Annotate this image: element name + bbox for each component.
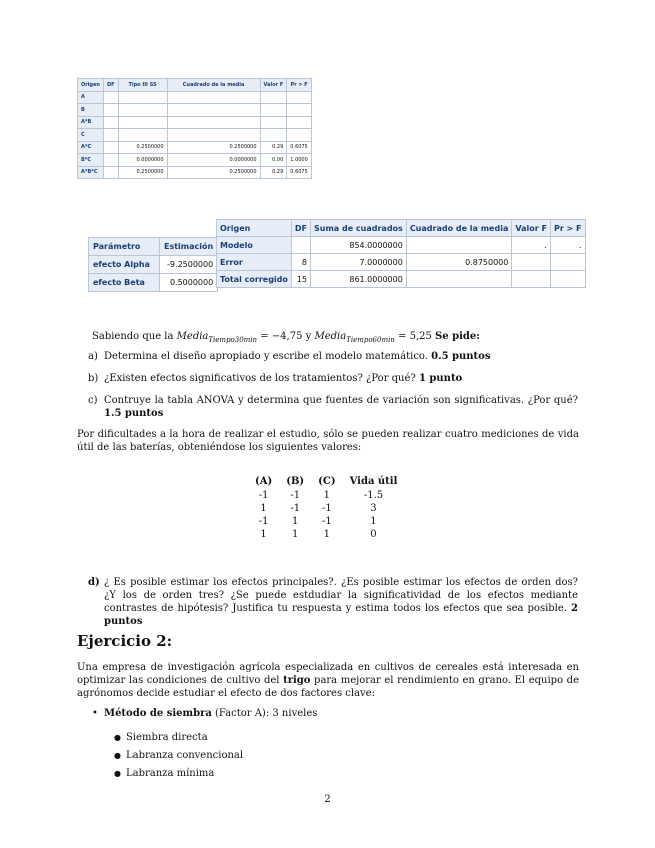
list-item <box>114 767 317 780</box>
table-cell <box>550 271 585 288</box>
table-row <box>248 502 404 515</box>
table-cell: -1 <box>290 490 301 501</box>
list-item <box>92 707 317 720</box>
table-cell <box>287 129 312 142</box>
paragraph-text: Una empresa de investigación agrícola especializada en cultivos de cereales está interesada en optimizar las condiciones de cultivo del <box>77 662 579 686</box>
column-header: Cuadrado de la media <box>167 79 260 92</box>
table-row <box>78 129 312 142</box>
table-cell: 1 <box>260 503 267 514</box>
table-cell <box>406 271 512 288</box>
bullet-icon: • <box>92 708 98 719</box>
table-cell: 0.0000000 <box>167 154 260 167</box>
row-header: A*C <box>78 141 104 154</box>
table-cell <box>103 91 118 104</box>
table-cell <box>103 141 118 154</box>
table-cell: 1 <box>260 529 267 540</box>
table-row <box>248 489 404 502</box>
table-cell <box>118 116 167 129</box>
question-b <box>88 372 578 385</box>
table-row <box>78 116 312 129</box>
table-cell: -1 <box>258 516 269 527</box>
bullet-icon: ● <box>114 751 121 760</box>
table-row <box>89 256 218 274</box>
table-header-row <box>78 79 312 92</box>
question-c <box>88 394 578 420</box>
table-cell: -1 <box>290 503 301 514</box>
paragraph-batteries: Por dificultades a la hora de realizar el estudio, sólo se pueden realizar cuatro mediciones de vida útil de las baterías, obteniéndose los siguientes valores: <box>77 429 579 453</box>
table-cell: 1 <box>323 529 331 540</box>
table-cell <box>167 91 260 104</box>
row-header: C <box>78 129 104 142</box>
table-cell: -9.2500000 <box>160 256 218 274</box>
question-label: d) <box>88 577 100 588</box>
question-points: 0.5 puntos <box>431 351 491 362</box>
table-cell <box>167 104 260 117</box>
table-row <box>89 274 218 292</box>
math-subscript: Tiempo60min <box>346 336 395 344</box>
table-cell: 854.0000000 <box>311 237 407 254</box>
column-header: Origen <box>78 79 104 92</box>
row-header: B*C <box>78 154 104 167</box>
bullet-icon: ● <box>114 733 121 742</box>
level-label: Siembra directa <box>126 732 208 743</box>
column-header: Vida útil <box>349 476 398 487</box>
column-header: DF <box>291 220 310 237</box>
column-header: Parámetro <box>89 238 160 256</box>
table-cell: 0.8750000 <box>406 254 512 271</box>
row-header: efecto Beta <box>89 274 160 292</box>
column-header: Cuadrado de la media <box>406 220 512 237</box>
column-header: Valor F <box>260 79 287 92</box>
question-text: ¿ Es posible estimar los efectos principales?. ¿Es posible estimar los efectos de orden dos? ¿Y los de orden tres? ¿Se puede estdudiar la significatividad de los efectos mediante contrastes de hipótesis? Justifica tu respuesta y estima todos los efectos que sea posible. <box>104 577 578 614</box>
list-item <box>114 731 317 744</box>
table-cell <box>287 104 312 117</box>
values-table <box>248 475 404 541</box>
paragraph-text: para mejorar el rendimiento en grano. El equipo de agrónomos decide estudiar el efecto de dos factores clave: <box>77 675 579 699</box>
question-text: Contruye la tabla ANOVA y determina que fuentes de variación son significativas. ¿Por qué? <box>104 395 578 406</box>
table-cell <box>103 129 118 142</box>
question-d <box>88 576 578 628</box>
table-cell <box>291 237 310 254</box>
table-cell: 0.00 <box>260 154 287 167</box>
row-header: Error <box>217 254 292 271</box>
question-points: 2 puntos <box>104 603 578 627</box>
table-cell <box>287 116 312 129</box>
table-cell: 0.2500000 <box>167 166 260 179</box>
table-cell <box>103 104 118 117</box>
table-row <box>78 141 312 154</box>
factor-list <box>92 707 317 780</box>
se-pide: Se pide: <box>435 331 480 342</box>
table-cell: 0.0000000 <box>118 154 167 167</box>
sas-table-type3 <box>77 78 312 179</box>
column-header: Origen <box>217 220 292 237</box>
table-cell <box>118 91 167 104</box>
column-header: Pr > F <box>287 79 312 92</box>
table-cell: 861.0000000 <box>311 271 407 288</box>
paragraph-wheat <box>77 661 579 700</box>
math-equation: = 5,25 <box>394 331 436 342</box>
page-number: 2 <box>324 794 331 805</box>
column-header: Pr > F <box>550 220 585 237</box>
table-cell: -1 <box>321 516 332 527</box>
level-label: Labranza mínima <box>126 768 215 779</box>
factor-detail: (Factor A): 3 niveles <box>211 708 318 719</box>
table-cell <box>512 271 551 288</box>
list-item <box>114 749 317 762</box>
table-cell: 1 <box>292 516 299 527</box>
column-header: Valor F <box>512 220 551 237</box>
table-cell <box>167 116 260 129</box>
row-header: A <box>78 91 104 104</box>
table-cell: 0.2500000 <box>167 141 260 154</box>
level-label: Labranza convencional <box>126 750 244 761</box>
table-cell <box>167 129 260 142</box>
table-cell: 8 <box>291 254 310 271</box>
table-row <box>217 254 586 271</box>
column-header: (A) <box>255 476 273 487</box>
table-cell: -1 <box>258 490 269 501</box>
table-row <box>78 166 312 179</box>
table-cell <box>287 91 312 104</box>
question-points: 1 punto <box>418 373 463 384</box>
math-equation: = −4,75 y <box>257 331 315 342</box>
table-cell: . <box>550 237 585 254</box>
math-media: Media <box>176 331 209 342</box>
row-header: Total corregido <box>217 271 292 288</box>
column-header: DF <box>103 79 118 92</box>
factor-name: Método de siembra <box>104 708 212 719</box>
question-points: 1.5 puntos <box>104 408 164 419</box>
row-header: Modelo <box>217 237 292 254</box>
column-header: Tipo III SS <box>118 79 167 92</box>
table-cell: 0.6075 <box>287 166 312 179</box>
table-cell: 15 <box>291 271 310 288</box>
column-header: (C) <box>318 476 336 487</box>
table-cell <box>103 166 118 179</box>
table-cell <box>260 91 287 104</box>
table-cell <box>260 104 287 117</box>
math-subscript: Tiempo30min <box>208 336 258 344</box>
given-statement <box>92 330 480 347</box>
table-cell <box>103 154 118 167</box>
table-cell: 0.29 <box>260 166 287 179</box>
table-cell: 3 <box>370 503 377 514</box>
table-cell: 0 <box>370 529 377 540</box>
table-cell <box>406 237 512 254</box>
row-header: A*B*C <box>78 166 104 179</box>
question-label: b) <box>88 373 99 384</box>
table-cell <box>512 254 551 271</box>
table-row <box>78 91 312 104</box>
table-row <box>217 271 586 288</box>
table-cell <box>118 129 167 142</box>
column-header: Estimación <box>160 238 218 256</box>
table-header-row <box>217 220 586 237</box>
table-cell: 1.0000 <box>287 154 312 167</box>
question-a <box>88 350 578 363</box>
table-cell: 0.29 <box>260 141 287 154</box>
table-cell: 1 <box>370 516 377 527</box>
row-header: A*B <box>78 116 104 129</box>
table-cell: . <box>512 237 551 254</box>
paragraph-bold: trigo <box>283 675 311 686</box>
table-cell <box>550 254 585 271</box>
sas-table-anova <box>216 219 586 288</box>
table-row <box>248 515 404 528</box>
table-cell <box>260 116 287 129</box>
table-row <box>78 154 312 167</box>
table-cell <box>103 116 118 129</box>
table-cell: 0.5000000 <box>160 274 218 292</box>
table-cell: -1.5 <box>363 490 384 501</box>
table-header-row <box>248 475 404 489</box>
math-media: Media <box>314 331 347 342</box>
table-cell: 0.6075 <box>287 141 312 154</box>
table-cell: -1 <box>321 503 332 514</box>
table-cell: 0.2500000 <box>118 166 167 179</box>
column-header: Suma de cuadrados <box>311 220 407 237</box>
given-prefix: Sabiendo que la <box>92 331 177 342</box>
question-text: Determina el diseño apropiado y escribe el modelo matemático. <box>104 351 432 362</box>
table-cell: 1 <box>323 490 331 501</box>
table-cell: 7.0000000 <box>311 254 407 271</box>
row-header: B <box>78 104 104 117</box>
question-label: c) <box>88 395 98 406</box>
table-cell <box>118 104 167 117</box>
table-cell: 0.2500000 <box>118 141 167 154</box>
table-row <box>248 528 404 541</box>
question-label: a) <box>88 351 98 362</box>
table-row <box>217 237 586 254</box>
section-title: Ejercicio 2: <box>77 632 173 650</box>
row-header: efecto Alpha <box>89 256 160 274</box>
table-cell: 1 <box>292 529 299 540</box>
sas-table-parameters <box>88 237 218 292</box>
column-header: (B) <box>286 476 305 487</box>
table-cell <box>260 129 287 142</box>
table-header-row <box>89 238 218 256</box>
bullet-icon: ● <box>114 769 121 778</box>
question-text: ¿Existen efectos significativos de los tratamientos? ¿Por qué? <box>104 373 419 384</box>
table-row <box>78 104 312 117</box>
